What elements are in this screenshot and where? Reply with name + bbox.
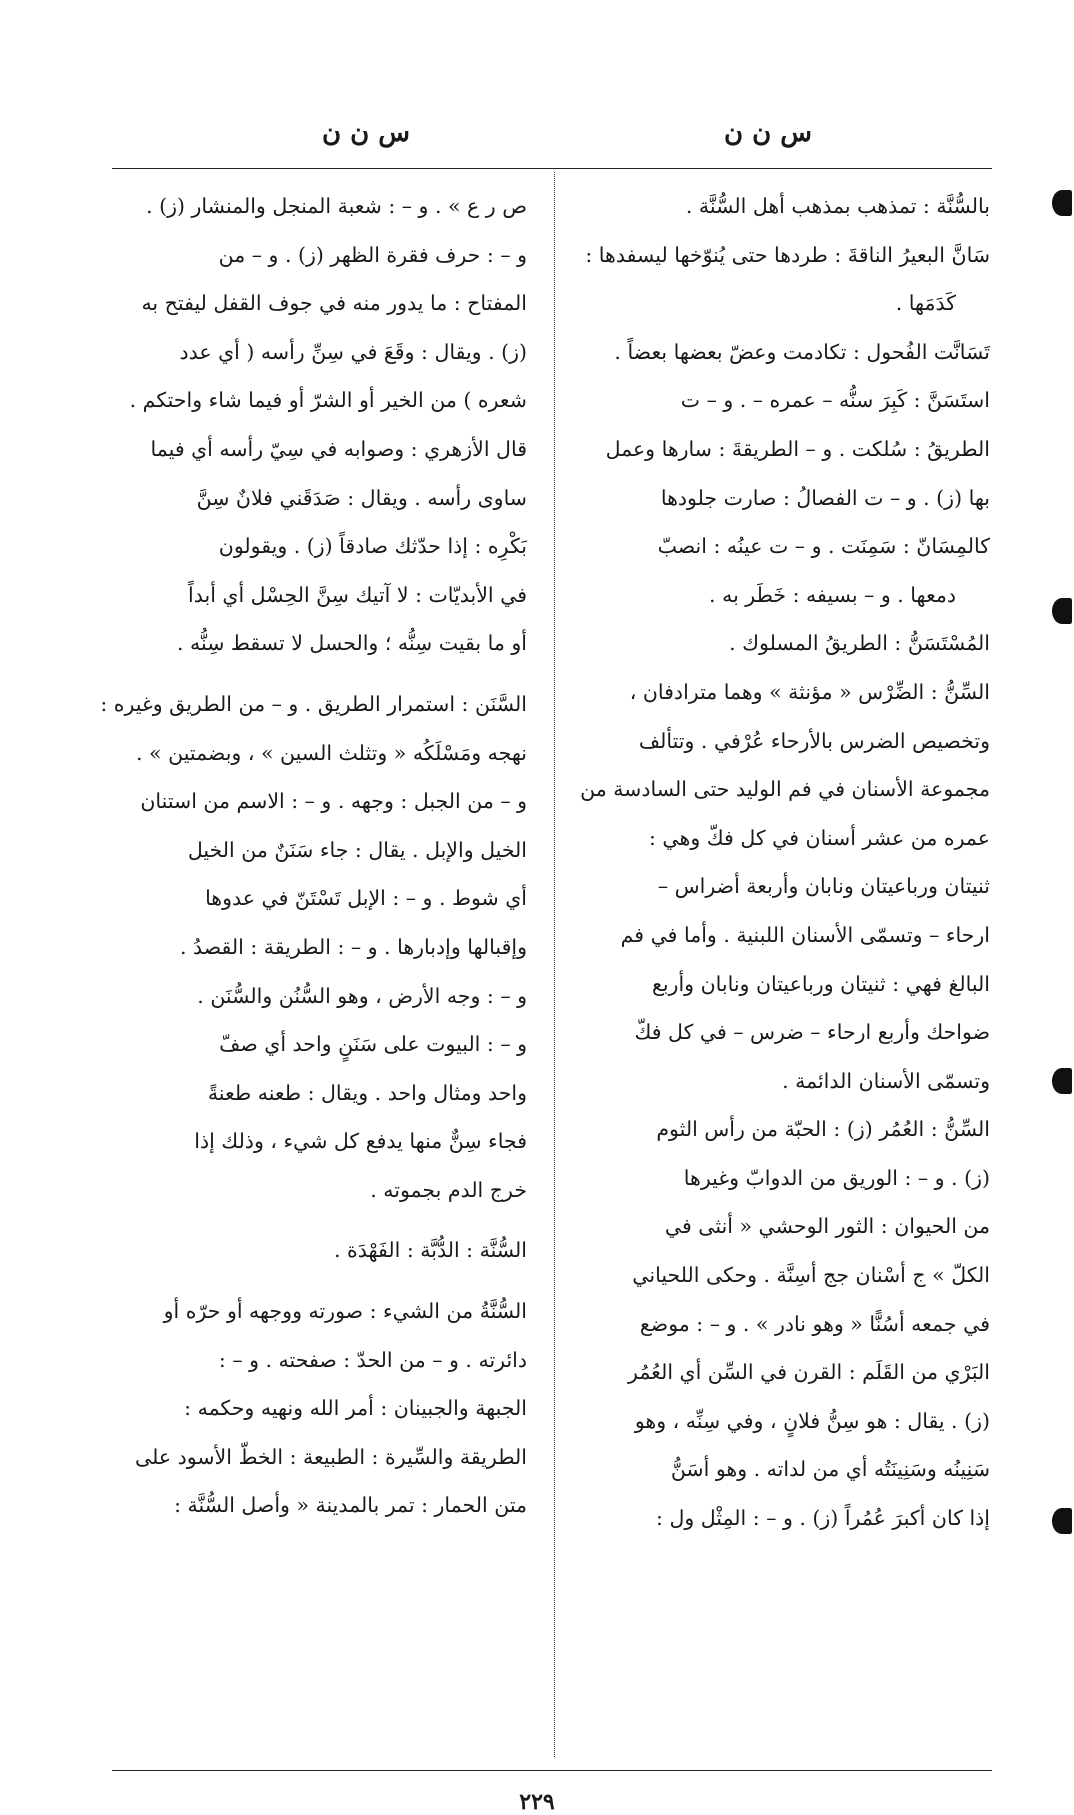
text-line: متن الحمار : تمر بالمدينة « وأصل السُّنَّة : [174, 1493, 527, 1518]
footer-rule [112, 1770, 992, 1771]
text-line: و – : حرف فقرة الظهر (ز) . و – من [218, 242, 527, 267]
text-line: واحد ومثال واحد . ويقال : طعنه طعنةً [207, 1080, 527, 1105]
text-line: المُسْتَسَنُّ : الطريقُ المسلوك . [729, 631, 990, 656]
text-line: (ز) . و – : الوريق من الدوابّ وغيرها [683, 1165, 990, 1190]
column-divider [554, 172, 555, 1757]
text-line: الجبهة والجبينان : أمر الله ونهيه وحكمه : [184, 1396, 527, 1421]
text-line: مجموعة الأسنان في فم الوليد حتى السادسة من [580, 777, 990, 802]
text-line: وإقبالها وإدبارها . و – : الطريقة : القصدُ . [179, 934, 527, 959]
running-head-right: س ن ن [723, 118, 812, 148]
text-line: خرج الدم بجموته . [370, 1177, 527, 1202]
text-line: ص ر ع » . و – : شعبة المنجل والمنشار (ز) . [146, 194, 527, 218]
text-line: و – : البيوت على سَنَنٍ واحد أي صفّ [219, 1032, 527, 1057]
text-line: كَدَمَها . [895, 291, 956, 316]
text-line: كالمِسَانّ : سَمِنَت . و – ت عينُه : انصبّ [657, 534, 990, 559]
text-line: قال الأزهري : وصوابه في سِيّ رأسه أي فيما [150, 436, 527, 461]
text-line: البَرْي من القَلَم : القرن في السِّن أي العُمُر [628, 1360, 990, 1385]
text-line: نهجه ومَسْلَكُه « وتثلث السين » ، وبضمتين » . [136, 740, 527, 765]
text-line: وتخصيص الضرس بالأرحاء عُرْفي . وتتألف [638, 728, 990, 753]
right-column [582, 182, 990, 1737]
text-line: تَسَانَّت الفُحول : تكادمت وعضّ بعضها بعضاً . [614, 339, 990, 364]
text-line: سَنِينُه وسَنِينَتُه أي من لداته . وهو أسَنُّ [670, 1457, 990, 1482]
text-line: و – من الجبل : وجهه . و – : الاسم من استنان [140, 789, 527, 814]
text-line: الخيل والإبل . يقال : جاء سَنَنٌ من الخيل [187, 837, 527, 862]
text-line: (ز) . ويقال : وقَعَ في سِنِّ رأسه ( أي عدد [179, 339, 527, 364]
binding-hole-icon [1052, 1508, 1072, 1534]
text-line: (ز) . يقال : هو سِنُّ فلانٍ ، وفي سِنِّه ، وهو [634, 1408, 990, 1433]
left-column [100, 182, 527, 1737]
text-line: أي شوط . و – : الإبل تَسْتَنّ في عدوها [205, 886, 527, 911]
text-line: ضواحك وأربع ارحاء – ضرس – في كل فكّ [634, 1020, 990, 1045]
text-line: السِّنُّ : العُمُر (ز) : الحبّة من رأس الثوم [656, 1117, 990, 1142]
text-line: المفتاح : ما يدور منه في جوف القفل ليفتح به [141, 291, 527, 316]
text-line: في الأبديّات : لا آتيك سِنَّ الحِسْل أي أبداً [188, 582, 527, 607]
text-line: استَسَنَّ : كَبِرَ سنُّه – عمره – . و – ت [680, 388, 990, 413]
text-line: الطريقة والسِّيرة : الطبيعة : الخطّ الأسود على [135, 1444, 527, 1469]
text-line: السِّنُّ : الضِّرْس « مؤنثة » وهما مترادفان ، [629, 679, 990, 704]
text-line: أو ما بقيت سِنُّه ؛ والحسل لا تسقط سِنُّه . [176, 631, 527, 656]
text-line: في جمعه أسُنًّا « وهو نادر » . و – : موضع [639, 1311, 990, 1336]
text-line: السُّنَّة : الدُّبَّة : الفَهْدَة . [334, 1238, 527, 1263]
text-line: ثنيتان ورباعيتان ونابان وأربعة أضراس – [657, 874, 990, 899]
text-line: فجاء سِنٌّ منها يدفع كل شيء ، وذلك إذا [194, 1129, 527, 1154]
binding-hole-icon [1052, 190, 1072, 216]
text-line: السَّنَن : استمرار الطريق . و – من الطريق وغيره : [100, 691, 527, 716]
text-line: وتسمّى الأسنان الدائمة . [782, 1068, 990, 1093]
text-line: البالغ فهي : ثنيتان ورباعيتان ونابان وأربع [651, 971, 990, 996]
page-number: ٢٢٩ [519, 1789, 555, 1815]
page-header [112, 118, 992, 158]
text-line: بها (ز) . و – ت الفصالُ : صارت جلودها [660, 485, 990, 510]
text-line: ساوى رأسه . ويقال : صَدَقَني فلانٌ سِنَّ [196, 485, 527, 510]
text-line: دائرته . و – من الحدّ : صفحته . و – : [218, 1347, 527, 1372]
binding-hole-icon [1052, 1068, 1072, 1094]
text-line: بالسُّنَّة : تمذهب بمذهب أهل السُّنَّة . [685, 194, 990, 218]
binding-hole-icon [1052, 598, 1072, 624]
text-line: و – : وجه الأرض ، وهو السُّنُن والسُّنَن . [197, 983, 527, 1008]
text-line: من الحيوان : الثور الوحشي « أنثى في [664, 1214, 990, 1239]
text-line: عمره من عشر أسنان في كل فكّ وهي : [649, 825, 990, 850]
text-line: سَانَّ البعيرُ الناقةَ : طردها حتى يُنوّخها ليسفدها : [585, 242, 990, 267]
text-line: الطريقُ : سُلكت . و – الطريقةَ : سارها وعمل [605, 436, 990, 461]
text-line: شعره ) من الخير أو الشرّ أو فيما شاء واحتكم . [129, 388, 527, 413]
text-line: ارحاء – وتسمّى الأسنان اللبنية . وأما في فم [620, 922, 990, 947]
running-head-left: س ن ن [322, 118, 411, 148]
text-line: إذا كان أكبرَ عُمُراً (ز) . و – : المِثْل ول : [656, 1506, 990, 1531]
text-line: دمعها . و – بسيفه : خَطَر به . [709, 582, 956, 607]
text-line: الكلّ » ج أسْنان جج أسِنَّة . وحكى اللحياني [632, 1263, 990, 1288]
text-line: بَكْرِه : إذا حدّثك صادقاً (ز) . ويقولون [218, 534, 527, 559]
header-rule [112, 168, 992, 169]
text-line: السُّنَّةُ من الشيء : صورته ووجهه أو حرّه أو [163, 1299, 527, 1324]
